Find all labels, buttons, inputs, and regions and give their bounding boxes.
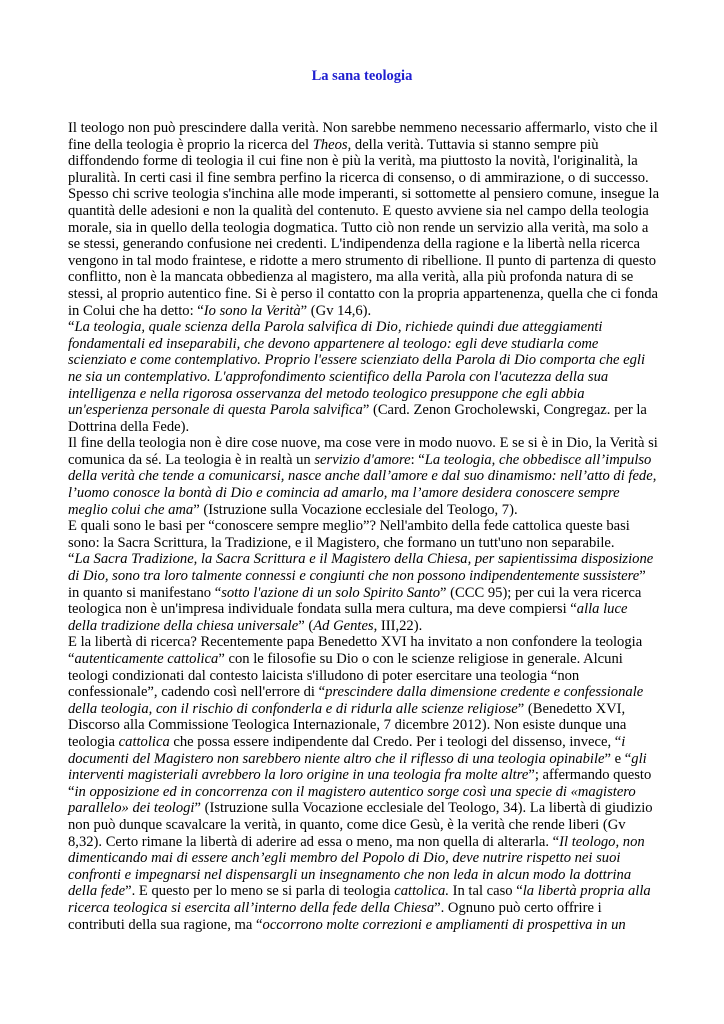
text-run: ” (Benedetto XVI, Discorso alla Commissione Teologica Internazionale, 7 dicembre 2012). Non esiste dunque una teologia bbox=[68, 700, 627, 750]
text-run: ” (Istruzione sulla Vocazione ecclesiale del Teologo, 34). La libertà di giudizio non può dunque scavalcare la verità, in quanto, come dice Gesù, è la verità che rende liberi (Gv 8,32). Certo rimane la libertà di aderire ad essa o meno, ma non quella di alterarla. “ bbox=[68, 800, 653, 850]
italic-run: prescindere dalla dimensione credente e confessionale della teologia, con il rischio di confonderla e di ridurla alle scienze religiose bbox=[68, 684, 644, 717]
paragraph-6 bbox=[68, 634, 660, 933]
italic-run: la libertà propria alla ricerca teologica si esercita all’interno della fede della Chiesa bbox=[68, 883, 651, 916]
italic-run: Ad Gentes bbox=[313, 617, 374, 634]
italic-run: La teologia, che obbedisce all’impulso della verità che tende a comunicarsi, nasce anche dall’amore e dal suo dinamismo: nell’atto di fede, l’uomo conosce la bontà di Dio e comincia ad amarlo, ma l’amore desidera conoscere sempre meglio colui che ama bbox=[68, 451, 657, 518]
text-run: ” (CCC 95); per cui la vera ricerca teologica non è un'impresa individuale fondata sulla mera cultura, ma deve compiersi “ bbox=[68, 584, 642, 618]
text-run: In tal caso “ bbox=[448, 883, 523, 900]
text-run: : “ bbox=[410, 451, 425, 468]
italic-run: La teologia, quale scienza della Parola salvifica di Dio, richiede quindi due atteggiamenti fondamentali ed inseparabili, che devono appartenere al teologo: egli deve studiarla come scienziato e come contemplativo. Proprio l'essere scienziato della Parola di Dio comporta che egli ne sia un contemplativo. L'approfondimento scientifico della Parola con l'acutezza della sua intelligenza e nella rigorosa osservanza del metodo teologico presuppone che egli abbia un'esperienza personale di questa Parola salvifica bbox=[68, 319, 646, 419]
italic-run: servizio d'amore bbox=[314, 451, 411, 468]
italic-run: alla luce della tradizione della chiesa universale bbox=[68, 601, 628, 634]
page-title: La sana teologia bbox=[311, 68, 413, 84]
text-run: , III,22). bbox=[373, 617, 423, 634]
text-run: Il fine della teologia non è dire cose nuove, ma cose vere in modo nuovo. E se si è in Dio, la Verità si comunica da sé. La teologia è in realtà un bbox=[68, 435, 658, 468]
italic-run: sotto l'azione di un solo Spirito Santo bbox=[221, 584, 441, 601]
text-run: “ bbox=[68, 551, 75, 568]
document-body bbox=[68, 120, 660, 933]
paragraph-2 bbox=[68, 319, 660, 435]
italic-run: Theos bbox=[312, 136, 348, 153]
text-run: ” e “ bbox=[604, 750, 632, 767]
paragraph-5 bbox=[68, 551, 660, 634]
text-run: ” ( bbox=[298, 617, 314, 634]
paragraph-1 bbox=[68, 120, 660, 319]
text-run: E la libertà di ricerca? Recentemente papa Benedetto XVI ha invitato a non confondere la teologia “ bbox=[68, 634, 643, 667]
text-run: E quali sono le basi per “conoscere sempre meglio”? Nell'ambito della fede cattolica queste basi sono: la Sacra Scrittura, la Tradizione, e il Magistero, che formano un tutt'uno non separabile. bbox=[68, 518, 630, 551]
paragraph-3 bbox=[68, 435, 660, 518]
italic-run: cattolica bbox=[118, 733, 170, 750]
paragraph-4 bbox=[68, 518, 660, 551]
italic-run: i documenti del Magistero non sarebbero niente altro che il riflesso di una teologia opinabile bbox=[68, 733, 626, 767]
text-run: che possa essere indipendente dal Credo. Per i teologi del dissenso, invece, “ bbox=[169, 733, 622, 750]
text-run: ” con le filosofie su Dio o con le scienze religiose in generale. Alcuni teologi condizionati dal contesto laicista s'illudono di poter esercitare una teologia “non confessionale”, cadendo così nell'errore di “ bbox=[68, 651, 623, 701]
italic-run: gli interventi magisteriali avrebbero la loro origine in una teologia fra molte altre bbox=[68, 750, 647, 784]
italic-run: La Sacra Tradizione, la Sacra Scrittura e il Magistero della Chiesa, per sapientissima disposizione di Dio, sono tra loro talmente connessi e congiunti che non possono indipendentemente sussistere bbox=[68, 551, 654, 585]
text-run: ”. E questo per lo meno se si parla di teologia bbox=[125, 883, 395, 900]
text-run: , della verità. Tuttavia si stanno sempre più diffondendo forme di teologia il cui fine non è più la verità, ma piuttosto la novità, l'originalità, la pluralità. In certi casi il fine sembra perfino la ricerca di consenso, o di ammirazione, o di successo. Spesso chi scrive teologia s'inchina alle mode imperanti, si sottomette al pensiero comune, insegue la quantità delle adesioni e non la qualità del contenuto. E questo avviene sia nel campo della teologia morale, sia in quello della teologia dogmatica. Tutto ciò non rende un servizio alla verità, ma solo a se stessi, generando confusione nei credenti. L'indipendenza della ragione e la libertà nella ricerca vengono in tal modo fraintese, e ridotte a mero strumento di ribellione. Il punto di partenza di questo conflitto, non è la mancata obbedienza al magistero, ma alla verità, alla più profonda natura di se stessi, al proprio autentico fine. Si è perso il contatto con la propria appartenenza, quella che ci fonda in Colui che ha detto: “ bbox=[68, 136, 660, 319]
text-run: ” (Gv 14,6). bbox=[300, 302, 372, 319]
italic-run: in opposizione ed in concorrenza con il magistero autentico sorge così una specie di «magistero parallelo» dei teologi bbox=[68, 783, 636, 817]
italic-run: autenticamente cattolica bbox=[74, 651, 219, 667]
italic-run: cattolica. bbox=[394, 883, 449, 900]
text-run: ”; affermando questo “ bbox=[68, 767, 652, 800]
italic-run: Il teologo, non dimenticando mai di essere anch’egli membro del Popolo di Dio, deve nutrire rispetto nei suoi confronti e impegnarsi nel dispensargli un insegnamento che non leda in alcun modo la dottrina della fede bbox=[68, 833, 645, 900]
text-run: ” in quanto si manifestano “ bbox=[68, 568, 646, 601]
italic-run: Io sono la Verità bbox=[203, 302, 301, 319]
text-run: ” (Card. Zenon Grocholewski, Congregaz. per la Dottrina della Fede). bbox=[68, 402, 647, 435]
text-run: ”. Ognuno può certo offrire i contributi della sua ragione, ma “ bbox=[68, 899, 602, 933]
italic-run: occorrono molte correzioni e ampliamenti di prospettiva in un bbox=[262, 916, 626, 933]
text-run: ” (Istruzione sulla Vocazione ecclesiale del Teologo, 7). bbox=[193, 501, 518, 518]
text-run: Il teologo non può prescindere dalla verità. Non sarebbe nemmeno necessario affermarlo, visto che il fine della teologia è proprio la ricerca del bbox=[68, 120, 658, 153]
text-run: “ bbox=[68, 319, 75, 336]
